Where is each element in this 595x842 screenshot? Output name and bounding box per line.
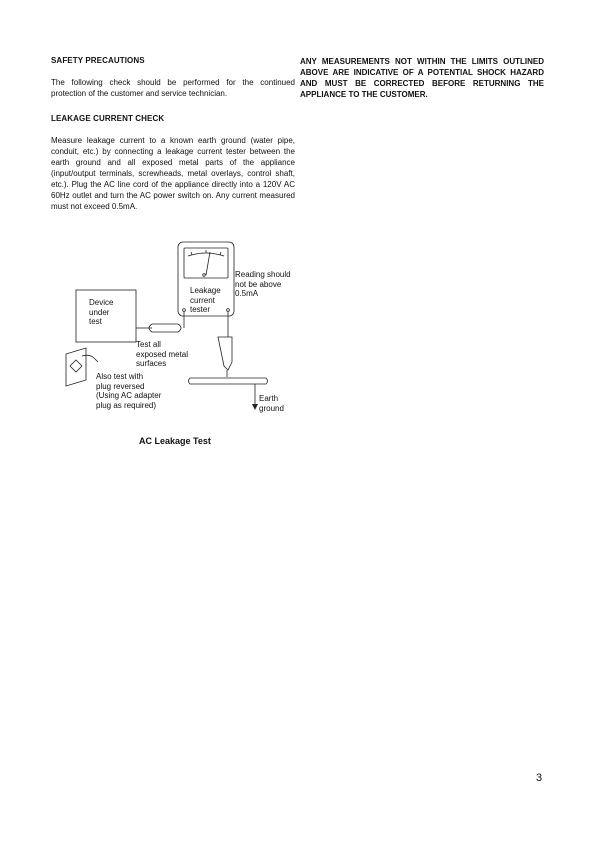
tester-terminal-left xyxy=(183,309,186,312)
meter-scale xyxy=(188,253,224,256)
metal-probe xyxy=(149,324,181,332)
device-under-test-label: Device under test xyxy=(89,298,114,326)
tester-terminal-right xyxy=(227,309,230,312)
diagram-caption: AC Leakage Test xyxy=(139,436,211,446)
ac-leakage-diagram xyxy=(60,238,300,428)
tester-label: Leakage current tester xyxy=(190,286,221,314)
leakage-current-heading: LEAKAGE CURRENT CHECK xyxy=(51,114,165,123)
plug-reversed-label: Also test with plug reversed (Using AC adapter plug as required) xyxy=(96,372,162,410)
shock-hazard-warning: ANY MEASUREMENTS NOT WITHIN THE LIMITS OUTLINED ABOVE ARE INDICATIVE OF A POTENTIAL SHOCK HAZARD AND MUST BE CORRECTED BEFORE RETURNING THE APPLIANCE TO THE CUSTOMER. xyxy=(300,57,544,99)
earth-ground-label: Earth ground xyxy=(259,394,284,413)
meter-needle xyxy=(206,252,210,275)
safety-precautions-heading: SAFETY PRECAUTIONS xyxy=(51,56,145,65)
reading-limit-label: Reading should not be above 0.5mA xyxy=(235,270,291,298)
wall-outlet xyxy=(66,348,86,386)
leakage-current-text: Measure leakage current to a known earth ground (water pipe, conduit, etc.) by connecting a leakage current tester between the earth ground and all exposed metal parts of the appliance (input/output terminals, screwheads, metal overlays, control shaft, etc.). Plug the AC line cord of the appliance directly into a 120V AC 60Hz outlet and turn the AC power switch on. Any current measured must not exceed 0.5mA. xyxy=(51,136,295,211)
ground-clip xyxy=(218,337,232,370)
right-column xyxy=(300,56,544,100)
page-number: 3 xyxy=(536,772,543,784)
left-column xyxy=(51,56,295,227)
earth-pipe xyxy=(189,378,268,384)
safety-precautions-text: The following check should be performed for the continued protection of the customer and service technician. xyxy=(51,78,295,98)
exposed-metal-label: Test all exposed metal surfaces xyxy=(136,340,189,368)
